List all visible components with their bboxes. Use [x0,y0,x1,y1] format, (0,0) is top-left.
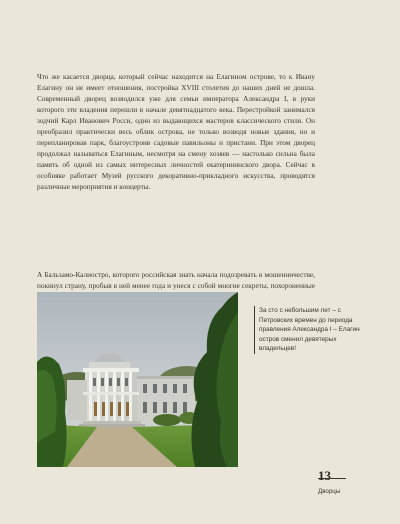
body-paragraph-2: А Бальзамо-Калиостро, которого российская знать начала подозревать в мошенничестве, покинул страну, пробыв в ней менее года и унеся с собой многие секреты, похороненные [37,271,315,291]
sidebar-note-text: За сто с небольшим лет – с Петровских времен до периода правления Александра I – Елагин остров сменил девятерых владельцев! [259,307,360,353]
page-number: 13 [318,468,331,483]
palace-photo [37,292,238,467]
footer-divider [318,478,346,479]
sidebar-note [254,306,362,354]
body-paragraph-1: Что же касается дворца, который сейчас находится на Елагином острове, то к Ивану Елагину он не имеет отношения, постройка XVIII столетия до наших дней не дошла. Современный дворец возводился уже для семьи императора Александра I, в руки которого эти владения перешли в начале девятнадцатого века. Перестройкой занимался зодчий Карл Иванович Росси, один из выдающихся мастеров классического стиля. Он преобразил практически весь облик острова, не только возводя новые здания, но и перепланировав парк, благоустроив садовые павильоны и пристани. При этом дворец продолжал называться Елагиным, несмотря на смену хозяев — настолько сильна была память об одной из самых интересных личностей екатерининского двора. Сейчас в особняке работает Музей русского декоративно-прикладного искусства, проводятся различные мероприятия и концерты. [37,73,315,192]
section-label: Дворцы [318,488,341,495]
